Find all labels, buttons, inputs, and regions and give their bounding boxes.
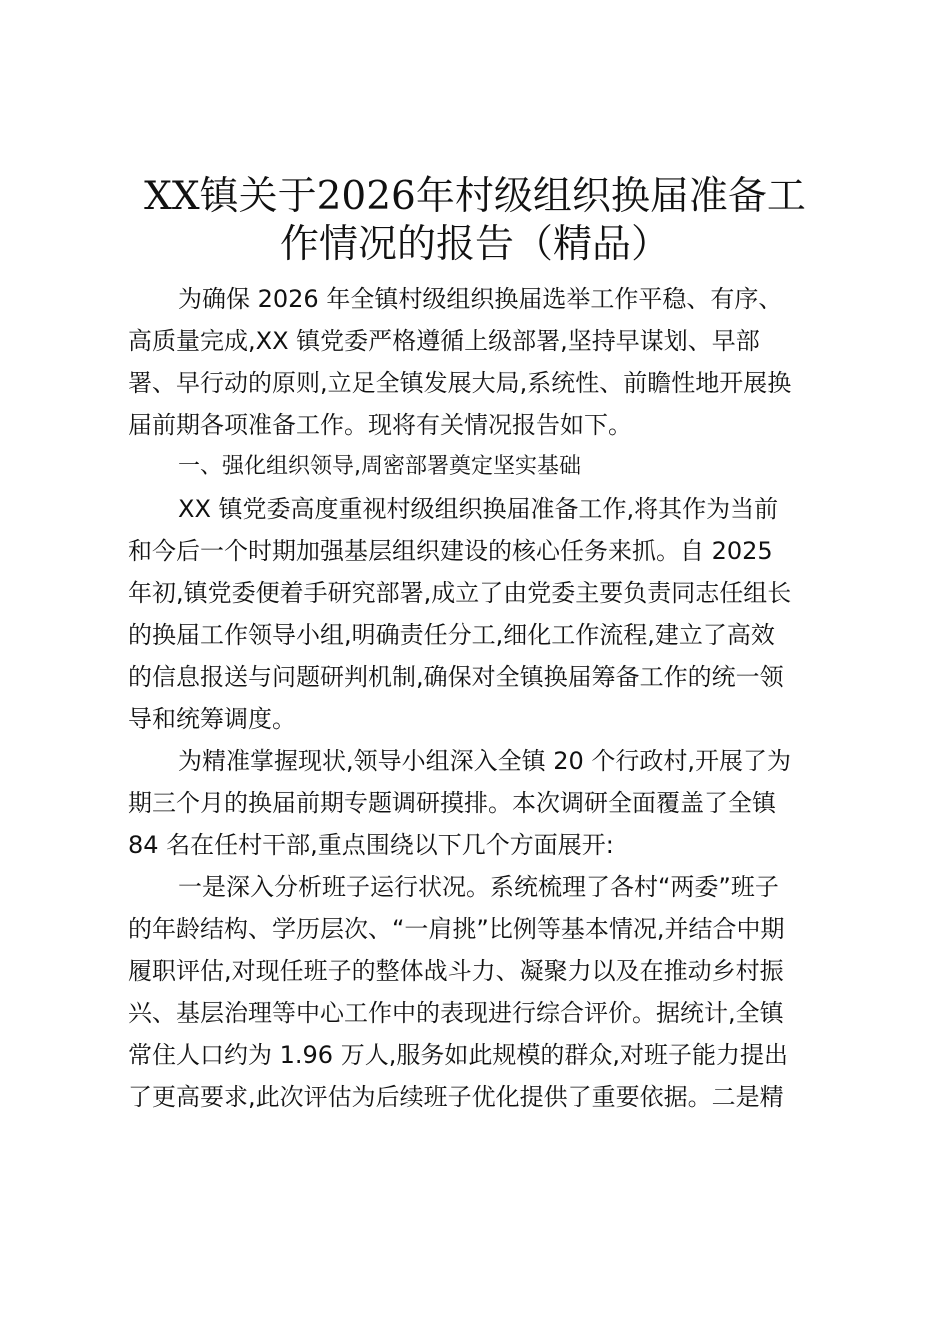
text-line: 署、早行动的原则,立足全镇发展大局,系统性、前瞻性地开展换 bbox=[128, 369, 792, 397]
document-body bbox=[128, 278, 834, 1118]
paragraph-3 bbox=[128, 740, 834, 866]
text-line: 履职评估,对现任班子的整体战斗力、凝聚力以及在推动乡村振 bbox=[128, 957, 784, 985]
text-line: XX 镇党委高度重视村级组织换届准备工作,将其作为当前 bbox=[178, 495, 779, 523]
text-line: 一是深入分析班子运行状况。系统梳理了各村“两委”班子 bbox=[178, 873, 779, 901]
section-heading-1: 一、强化组织领导,周密部署奠定坚实基础 bbox=[178, 454, 581, 479]
document-title-line-2: 作情况的报告（精品） bbox=[279, 222, 670, 267]
text-line: 导和统筹调度。 bbox=[128, 705, 296, 733]
text-line: 届前期各项准备工作。现将有关情况报告如下。 bbox=[128, 411, 632, 439]
text-line: 常住人口约为 1.96 万人,服务如此规模的群众,对班子能力提出 bbox=[128, 1041, 788, 1069]
text-line: 期三个月的换届前期专题调研摸排。本次调研全面覆盖了全镇 bbox=[128, 789, 776, 817]
document-title-line-1: XX镇关于2026年村级组织换届准备工 bbox=[144, 174, 806, 219]
text-line: 年初,镇党委便着手研究部署,成立了由党委主要负责同志任组长 bbox=[128, 579, 792, 607]
text-line: 84 名在任村干部,重点围绕以下几个方面展开: bbox=[128, 831, 614, 859]
text-line: 了更高要求,此次评估为后续班子优化提供了重要依据。二是精 bbox=[128, 1083, 784, 1111]
text-line: 为精准掌握现状,领导小组深入全镇 20 个行政村,开展了为 bbox=[178, 747, 792, 775]
text-line: 为确保 2026 年全镇村级组织换届选举工作平稳、有序、 bbox=[178, 285, 783, 313]
text-line: 和今后一个时期加强基层组织建设的核心任务来抓。自 2025 bbox=[128, 537, 773, 565]
paragraph-2 bbox=[128, 488, 834, 740]
text-line: 的信息报送与问题研判机制,确保对全镇换届筹备工作的统一领 bbox=[128, 663, 784, 691]
text-line: 高质量完成,XX 镇党委严格遵循上级部署,坚持早谋划、早部 bbox=[128, 327, 760, 355]
intro-paragraph bbox=[128, 278, 834, 446]
text-line: 的换届工作领导小组,明确责任分工,细化工作流程,建立了高效 bbox=[128, 621, 775, 649]
text-line: 兴、基层治理等中心工作中的表现进行综合评价。据统计,全镇 bbox=[128, 999, 784, 1027]
paragraph-4 bbox=[128, 866, 834, 1118]
text-line: 的年龄结构、学历层次、“一肩挑”比例等基本情况,并结合中期 bbox=[128, 915, 785, 943]
